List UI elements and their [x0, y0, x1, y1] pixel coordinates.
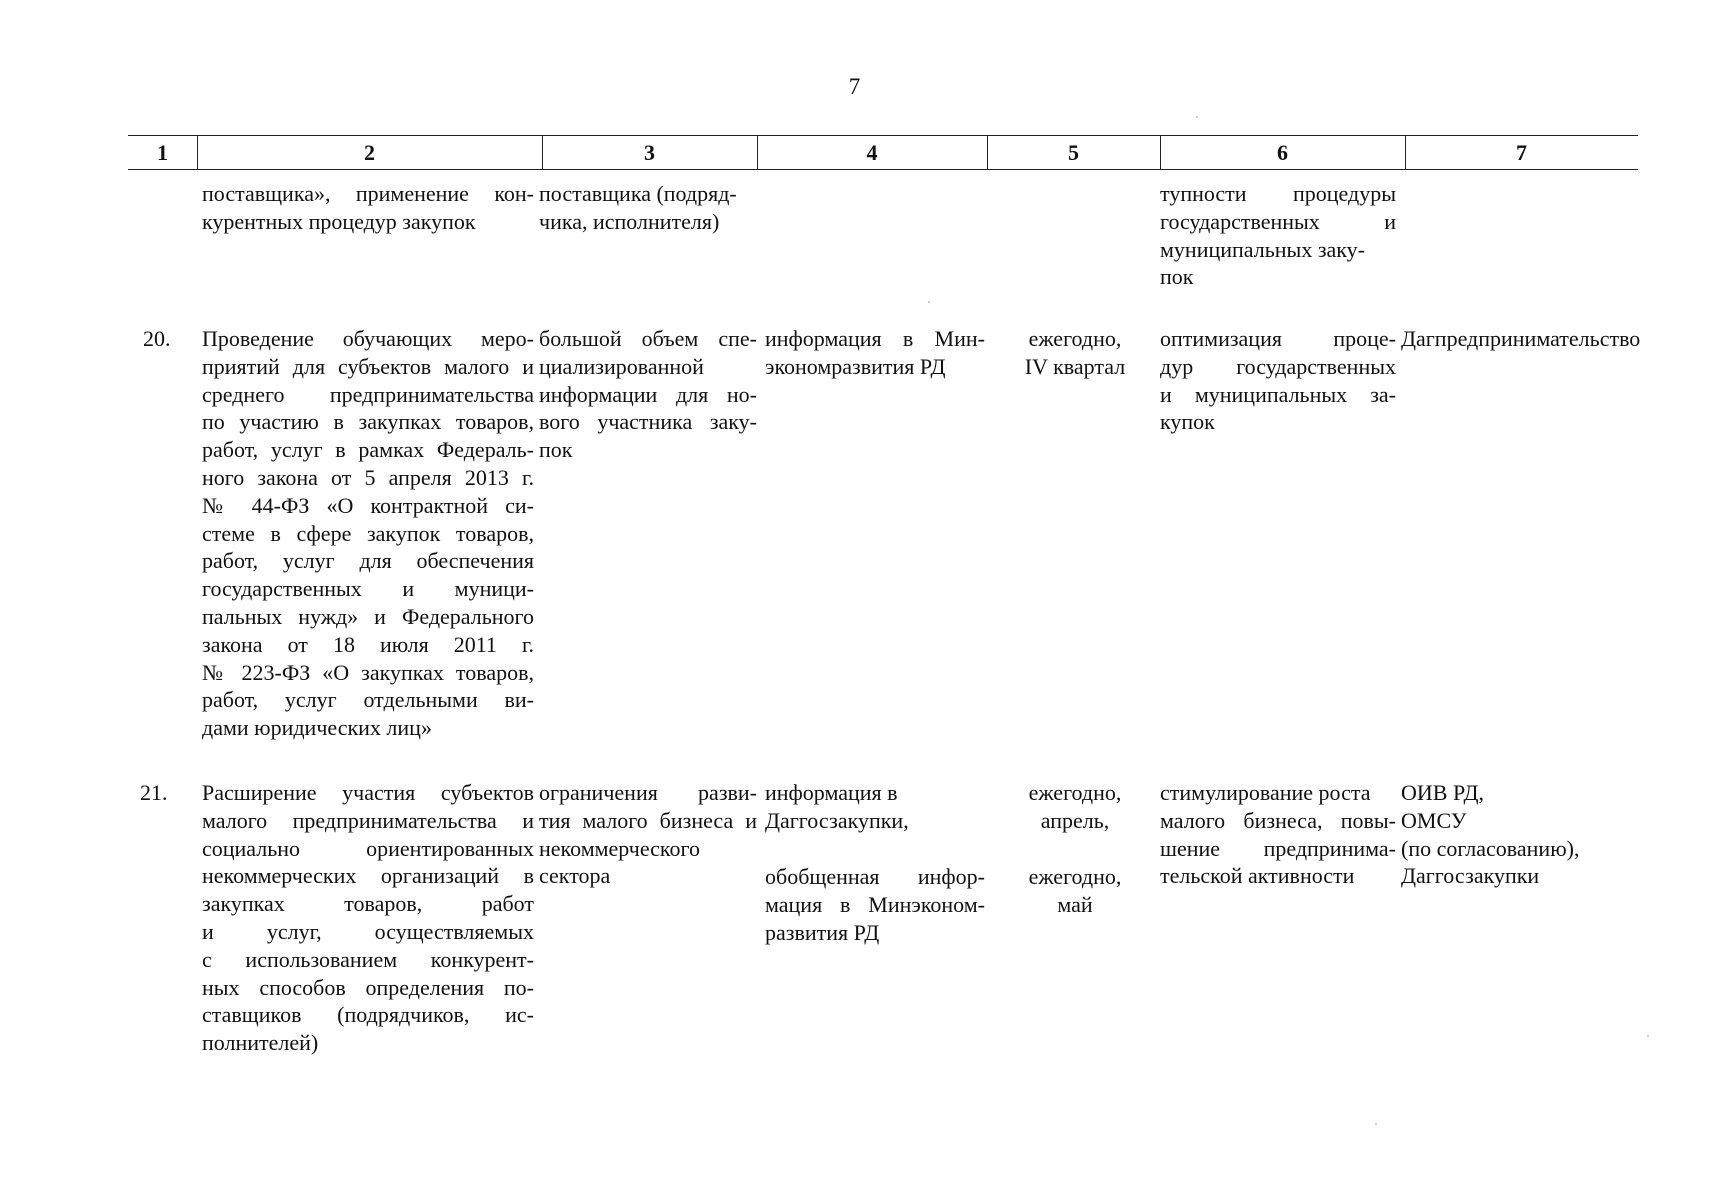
row-result-text: стимулирование роста малого бизнеса, повы- шение предпринима- тельской активности	[1160, 780, 1396, 889]
scan-speck	[928, 301, 930, 303]
row-report-text: информация в Даггосзакупки,	[765, 780, 909, 833]
header-col-1: 1	[157, 140, 168, 165]
row-measure-text: Расширение участия субъектов малого предпринимательства и социально ориентированных некоммерческих организаций в закупках товаров, работ и услуг, осуществляемых с использованием конкурент- ных способов определения по- ставщиков (подрядчиков, ис- полнителей)	[202, 780, 534, 1056]
header-col-2: 2	[364, 140, 375, 165]
scan-speck	[1647, 1035, 1649, 1037]
header-col-5: 5	[1068, 140, 1079, 165]
scan-speck	[1196, 116, 1198, 118]
row-responsible-text: ОИВ РД, ОМСУ (по согласованию), Даггосзакупки	[1401, 780, 1580, 889]
row-responsible-text: Дагпредпринимательство	[1401, 326, 1641, 351]
cont-col2-text: поставщика», применение кон- курентных процедур закупок	[202, 181, 534, 234]
header-col-3: 3	[644, 140, 655, 165]
scan-speck	[1375, 1123, 1377, 1125]
header-col-7: 7	[1516, 140, 1527, 165]
row-problem-text: ограничения разви- тия малого бизнеса и некоммерческого сектора	[539, 780, 757, 889]
row-deadline-text: ежегодно, апрель,	[1028, 780, 1122, 833]
row-number: 20.	[143, 326, 171, 351]
table-rule-bottom	[128, 169, 1638, 170]
header-col-4: 4	[866, 140, 878, 165]
header-col-6: 6	[1277, 140, 1288, 165]
row-number: 21.	[140, 780, 168, 805]
row-result-text: оптимизация проце- дур государственных и муниципальных за- купок	[1160, 326, 1396, 435]
row-problem-text: большой объем спе- циализированной информации для но- вого участника заку- пок	[539, 326, 757, 463]
row-report-text-secondary: обобщенная инфор- мация в Минэконом- развития РД	[765, 864, 985, 945]
cont-col3-text: поставщика (подряд- чика, исполнителя)	[539, 181, 737, 234]
cont-col6-text: тупности процедуры государственных и муниципальных заку- пок	[1160, 181, 1396, 290]
page-number: 7	[848, 74, 861, 99]
row-report-text: информация в Мин- экономразвития РД	[765, 326, 985, 379]
row-deadline-text: ежегодно, IV квартал	[1024, 326, 1126, 379]
table-rule-top	[128, 135, 1638, 136]
row-measure-text: Проведение обучающих меро- приятий для субъектов малого и среднего предпринимательства по участию в закупках товаров, работ, услуг в рамках Федераль- ного закона от 5 апреля 2013 г. № 44-ФЗ «О контрактной си- стеме в сфере закупок товаров, работ, услуг для обеспечения государственных и муници- пальных нужд» и Федерального закона от 18 июля 2011 г. № 223-ФЗ «О закупках товаров, работ, услуг отдельными ви- дами юридических лиц»	[202, 326, 534, 741]
row-deadline-text-secondary: ежегодно, май	[1028, 864, 1122, 917]
